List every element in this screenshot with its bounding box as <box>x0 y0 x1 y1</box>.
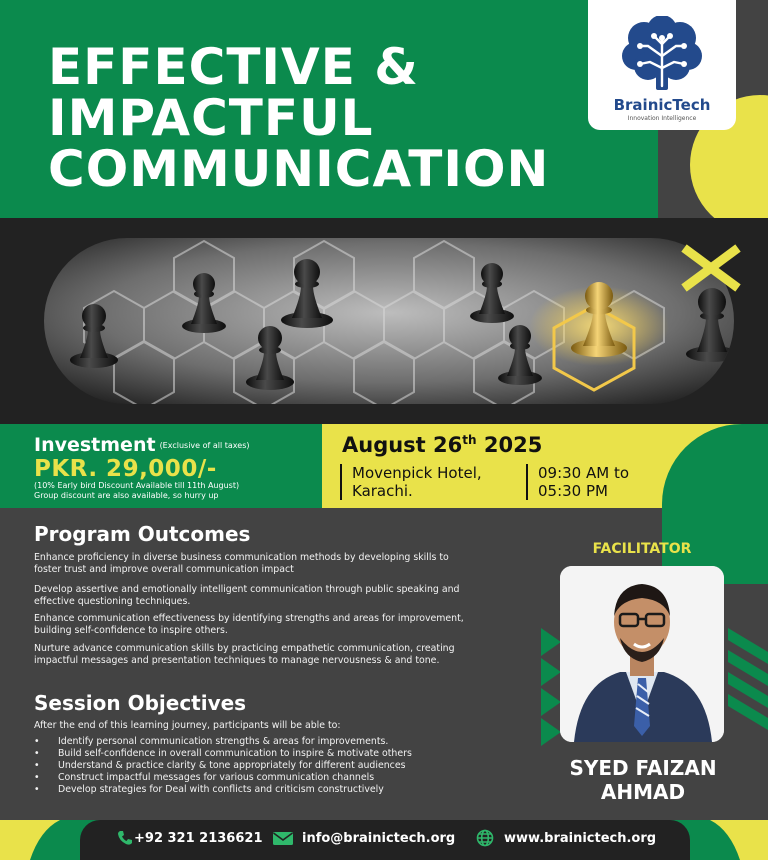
chess-pawns-image <box>44 238 734 404</box>
objectives-list <box>34 736 504 796</box>
facilitator-name-line-1: SYED FAIZAN <box>569 756 717 780</box>
venue-line-2: Karachi. <box>352 482 413 500</box>
event-date-day: August 26 <box>342 433 463 457</box>
investment-details <box>34 481 239 501</box>
mail-icon <box>272 829 294 847</box>
objective-item: • Understand & practice clarity & tone appropriately for different audiences <box>34 760 504 772</box>
event-date-suffix: th <box>462 433 477 447</box>
stripe-accent-right <box>728 628 768 738</box>
investment-title <box>34 434 250 456</box>
globe-icon <box>476 829 494 847</box>
logo-card <box>588 0 736 130</box>
title-line-3: COMMUNICATION <box>48 140 550 198</box>
investment-label: Investment <box>34 434 156 456</box>
facilitator-name-line-2: AHMAD <box>600 780 686 804</box>
contact-phone[interactable]: +92 321 2136621 <box>134 831 263 846</box>
event-date <box>342 433 542 457</box>
objectives-title: Session Objectives <box>34 691 247 715</box>
logo-name: BrainicTech <box>613 96 711 114</box>
outcomes-title: Program Outcomes <box>34 522 251 546</box>
objectives-intro: After the end of this learning journey, participants will be able to: <box>34 720 341 731</box>
facilitator-name <box>548 756 738 804</box>
title-line-2: IMPACTFUL <box>48 89 374 147</box>
outcome-item: Develop assertive and emotionally intelligent communication through public speaking and effective questioning techniques. <box>34 584 460 607</box>
phone-icon <box>116 829 134 847</box>
objective-item: • Develop strategies for Deal with conflicts and criticism constructively <box>34 784 504 796</box>
brain-circuit-icon <box>618 16 706 94</box>
event-time <box>526 464 629 500</box>
event-date-year: 2025 <box>476 433 543 457</box>
facilitator-label: FACILITATOR <box>592 541 692 557</box>
event-venue <box>340 464 482 500</box>
objective-item: • Construct impactful messages for various communication channels <box>34 772 504 784</box>
title-line-1: EFFECTIVE & <box>48 38 419 96</box>
outcome-item: Nurture advance communication skills by practicing empathetic communication, creating impactful messages and presentation techniques to manage nervousness & and tone. <box>34 643 455 666</box>
time-line-1: 09:30 AM to <box>538 464 630 482</box>
logo-tagline: Innovation Intelligence <box>627 115 697 122</box>
poster-title <box>48 38 648 198</box>
x-accent-icon <box>678 244 744 292</box>
contact-website[interactable]: www.brainictech.org <box>504 831 657 846</box>
time-line-2: 05:30 PM <box>538 482 608 500</box>
objective-item: • Identify personal communication strengths & areas for improvements. <box>34 736 504 748</box>
early-bird-note: (10% Early bird Discount Available till 11th August) <box>34 481 240 490</box>
outcome-item: Enhance communication effectiveness by identifying strengths and areas for improvement, building self-confidence to inspire others. <box>34 613 464 636</box>
facilitator-photo <box>560 566 724 742</box>
contact-email[interactable]: info@brainictech.org <box>302 831 456 846</box>
investment-price: PKR. 29,000/- <box>34 456 217 482</box>
group-discount-note: Group discount are also available, so hurry up <box>34 491 219 500</box>
objective-item: • Build self-confidence in overall communication to inspire & motivate others <box>34 748 504 760</box>
venue-line-1: Movenpick Hotel, <box>352 464 482 482</box>
outcome-item: Enhance proficiency in diverse business communication methods by developing skills to foster trust and improve overall communication impact <box>34 552 449 575</box>
investment-note: (Exclusive of all taxes) <box>159 441 250 450</box>
